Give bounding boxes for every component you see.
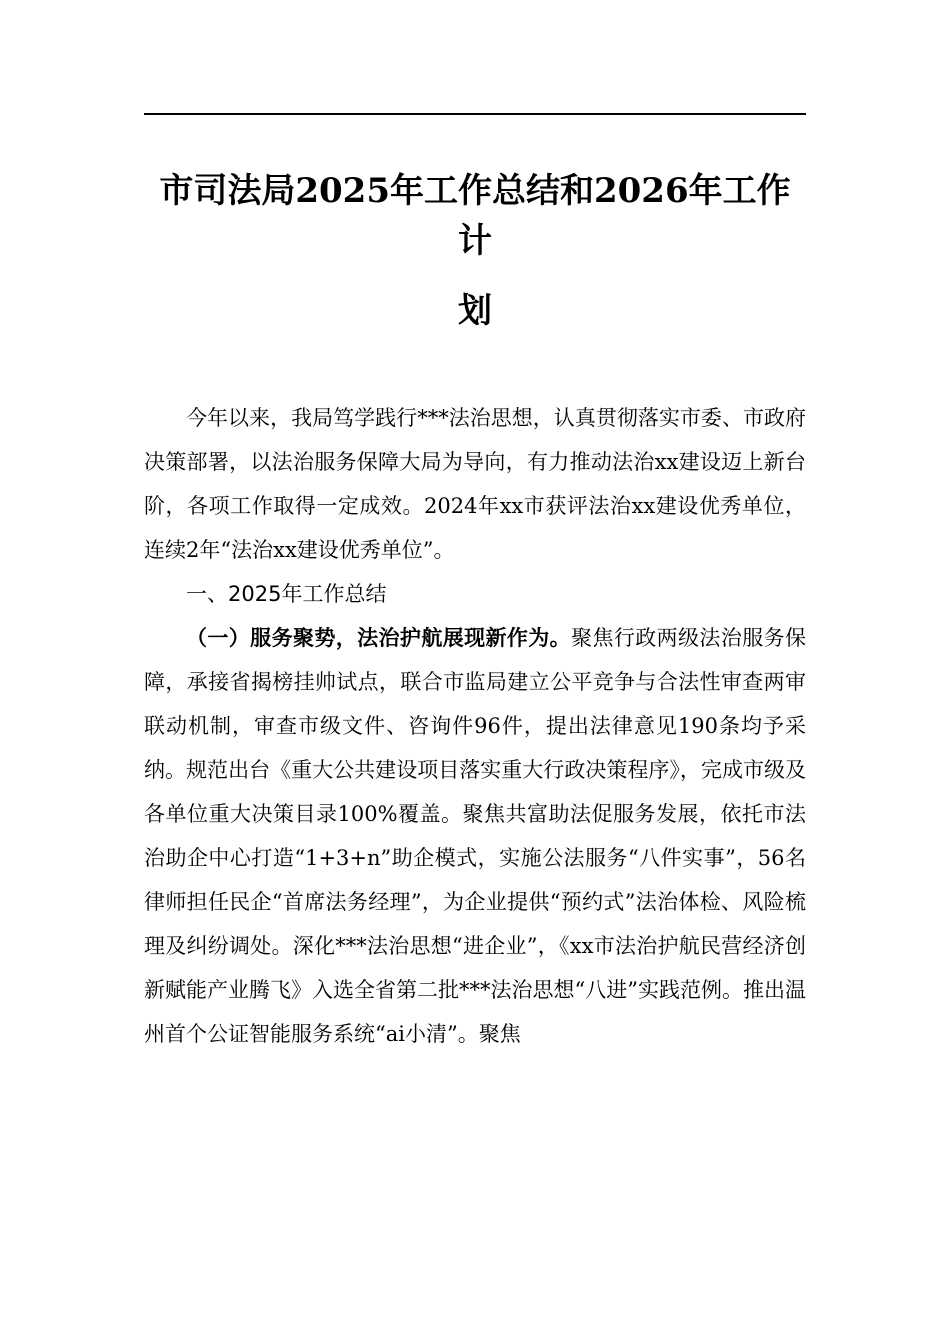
document-body [144,396,806,1056]
section-heading-1: 一、2025年工作总结 [186,582,387,606]
header-rule [144,113,806,115]
document-title [144,166,806,336]
title-line-2: 划 [458,291,492,331]
title-line-1: 市司法局2025年工作总结和2026年工作计 [159,171,791,261]
subsection-text: 聚焦行政两级法治服务保障，承接省揭榜挂帅试点，联合市监局建立公平竞争与合法性审查两审联动机制，审查市级文件、咨询件96件，提出法律意见190条均予采纳。规范出台《重大公共建设项目落实重大行政决策程序》，完成市级及各单位重大决策目录100%覆盖。聚焦共富助法促服务发展，依托市法治助企中心打造“1+3+n”助企模式，实施公法服务“八件实事”，56名律师担任民企“首席法务经理”，为企业提供“预约式”法治体检、风险梳理及纠纷调处。深化***法治思想“进企业”，《xx市法治护航民营经济创新赋能产业腾飞》入选全省第二批***法治思想“八进”实践范例。推出温州首个公证智能服务系统“ai小清”。聚焦 [144,626,807,1046]
subsection-label: （一）服务聚势，法治护航展现新作为。 [186,625,572,650]
intro-paragraph: 今年以来，我局笃学践行***法治思想，认真贯彻落实市委、市政府决策部署，以法治服务保障大局为导向，有力推动法治xx建设迈上新台阶，各项工作取得一定成效。2024年xx市获评法治xx建设优秀单位，连续2年“法治xx建设优秀单位”。 [144,406,806,562]
section-1-paragraph-1 [144,616,806,1056]
